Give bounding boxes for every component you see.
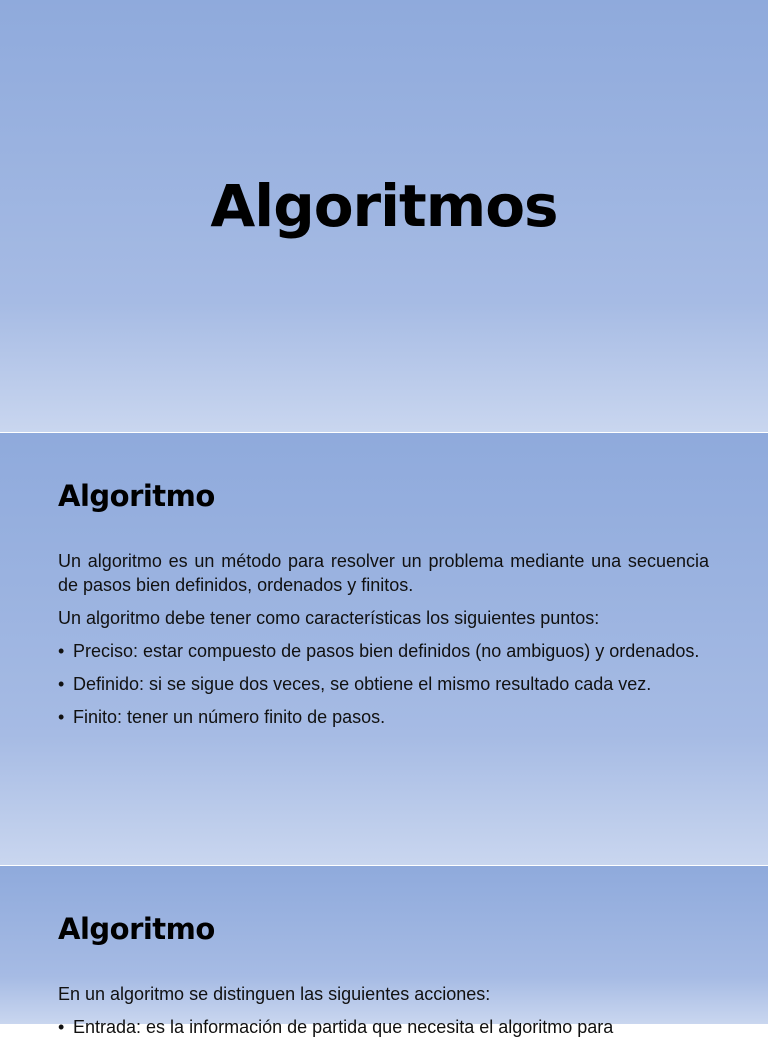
paragraph: Un algoritmo debe tener como características los siguientes puntos: [58, 608, 600, 628]
slide-body [58, 549, 709, 738]
bullet-item: • Entrada: es la información de partida que necesita el algoritmo para [58, 1015, 709, 1039]
slide-2 [0, 433, 768, 865]
slide-1 [0, 0, 768, 432]
slide-3 [0, 866, 768, 1037]
bullet-item: • Definido: si se sigue dos veces, se obtiene el mismo resultado cada vez. [58, 672, 709, 696]
slide-title: Algoritmo [58, 479, 215, 513]
slide-title: Algoritmo [58, 912, 215, 946]
bullet-item: • Preciso: estar compuesto de pasos bien definidos (no ambiguos) y ordenados. [58, 639, 709, 663]
paragraph: Un algoritmo es un método para resolver un problema mediante una secuencia de pasos bien definidos, ordenados y finitos. [58, 551, 709, 595]
slide-body [58, 982, 709, 1039]
bullet-list [58, 639, 709, 729]
bullet-item: • Finito: tener un número finito de pasos. [58, 705, 709, 729]
paragraph: En un algoritmo se distinguen las siguientes acciones: [58, 984, 491, 1004]
cover-title: Algoritmos [210, 172, 558, 240]
